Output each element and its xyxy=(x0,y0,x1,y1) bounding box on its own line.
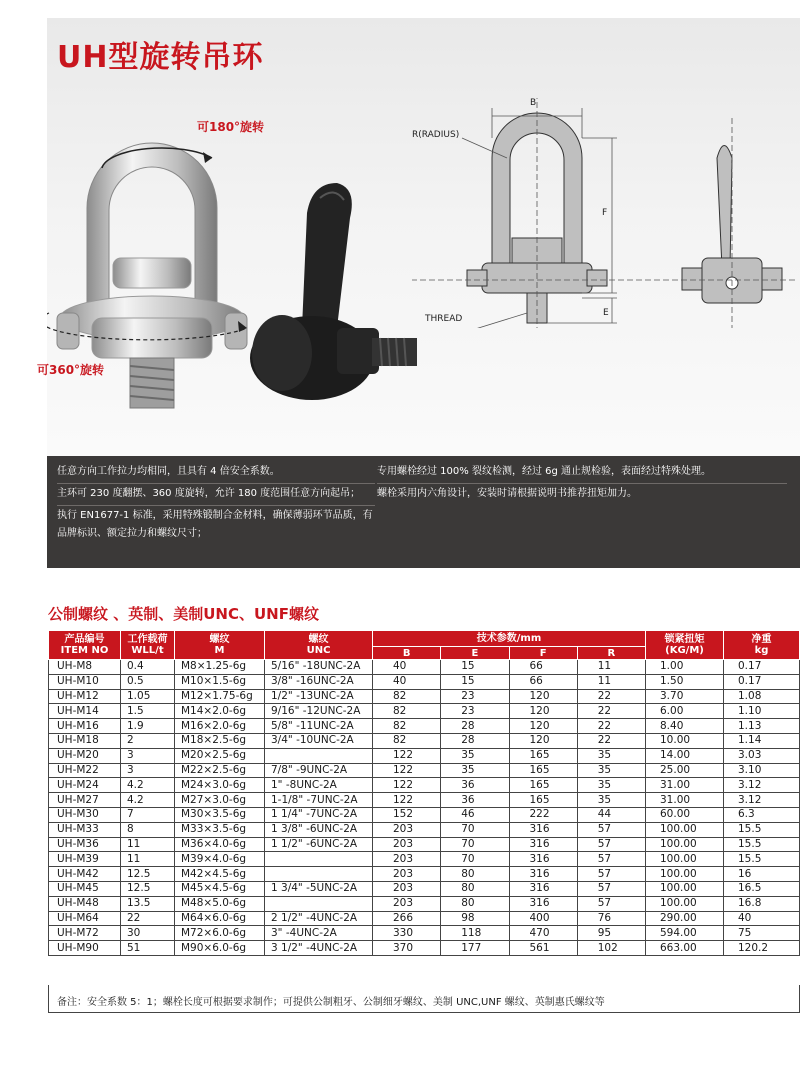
cell-dim-r: 35 xyxy=(577,778,645,793)
cell-thread-unc xyxy=(265,748,373,763)
cell-torque: 100.00 xyxy=(646,852,724,867)
cell-weight: 0.17 xyxy=(724,660,800,675)
table-row xyxy=(49,704,800,719)
cell-dim-f: 165 xyxy=(509,763,577,778)
cell-dim-f: 316 xyxy=(509,852,577,867)
cell-torque: 8.40 xyxy=(646,719,724,734)
cell-thread-unc xyxy=(265,896,373,911)
cell-item-no: UH-M8 xyxy=(49,660,121,675)
cell-torque: 100.00 xyxy=(646,896,724,911)
cell-dim-f: 316 xyxy=(509,822,577,837)
black-hoist-ring-image xyxy=(242,178,422,413)
cell-dim-f: 470 xyxy=(509,926,577,941)
cell-dim-b: 82 xyxy=(373,733,441,748)
cell-torque: 31.00 xyxy=(646,778,724,793)
cell-item-no: UH-M16 xyxy=(49,719,121,734)
feature-panel xyxy=(47,456,800,568)
header-wll-cn: 工作载荷 xyxy=(127,634,168,645)
cell-weight: 16 xyxy=(724,867,800,882)
cell-thread-unc: 1 1/2" -6UNC-2A xyxy=(265,837,373,852)
table-row xyxy=(49,926,800,941)
cell-dim-r: 57 xyxy=(577,881,645,896)
cell-item-no: UH-M14 xyxy=(49,704,121,719)
cell-dim-b: 122 xyxy=(373,778,441,793)
cell-wll: 3 xyxy=(121,748,175,763)
cell-dim-b: 203 xyxy=(373,837,441,852)
header-torque xyxy=(646,631,724,660)
cell-dim-r: 35 xyxy=(577,748,645,763)
cell-wll: 8 xyxy=(121,822,175,837)
cell-dim-b: 330 xyxy=(373,926,441,941)
dimension-f-label: F xyxy=(602,208,608,218)
cell-weight: 16.8 xyxy=(724,896,800,911)
cell-weight: 16.5 xyxy=(724,881,800,896)
cell-weight: 1.08 xyxy=(724,689,800,704)
cell-dim-b: 82 xyxy=(373,719,441,734)
cell-dim-f: 561 xyxy=(509,941,577,956)
cell-dim-b: 203 xyxy=(373,822,441,837)
header-unc xyxy=(265,631,373,660)
cell-dim-r: 102 xyxy=(577,941,645,956)
cell-weight: 75 xyxy=(724,926,800,941)
cell-dim-e: 23 xyxy=(441,704,509,719)
cell-thread-m: M14×2.0-6g xyxy=(175,704,265,719)
cell-thread-unc: 5/16" -18UNC-2A xyxy=(265,660,373,675)
cell-dim-b: 40 xyxy=(373,674,441,689)
cell-weight: 15.5 xyxy=(724,852,800,867)
header-item-cn: 产品编号 xyxy=(64,634,105,645)
spec-table-body xyxy=(49,660,800,956)
table-row xyxy=(49,748,800,763)
cell-torque: 290.00 xyxy=(646,911,724,926)
cell-wll: 12.5 xyxy=(121,881,175,896)
cell-dim-b: 152 xyxy=(373,807,441,822)
header-unc-en: UNC xyxy=(306,645,331,656)
spec-table xyxy=(48,630,800,956)
cell-thread-unc: 1 3/4" -5UNC-2A xyxy=(265,881,373,896)
table-row xyxy=(49,778,800,793)
feature-list-left xyxy=(57,462,375,545)
cell-dim-e: 177 xyxy=(441,941,509,956)
cell-dim-r: 11 xyxy=(577,660,645,675)
cell-wll: 13.5 xyxy=(121,896,175,911)
cell-dim-e: 36 xyxy=(441,793,509,808)
cell-torque: 100.00 xyxy=(646,881,724,896)
page-title: UH型旋转吊环 xyxy=(57,40,264,75)
cell-thread-unc: 1-1/8" -7UNC-2A xyxy=(265,793,373,808)
cell-torque: 6.00 xyxy=(646,704,724,719)
cell-dim-f: 120 xyxy=(509,689,577,704)
cell-item-no: UH-M18 xyxy=(49,733,121,748)
rotate-180-label: 可180°旋转 xyxy=(197,120,265,134)
header-tech: 技术参数/mm xyxy=(373,631,646,647)
cell-dim-b: 203 xyxy=(373,867,441,882)
header-weight-en: kg xyxy=(754,645,769,656)
cell-dim-e: 15 xyxy=(441,660,509,675)
feature-item: 任意方向工作拉力均相同，且具有 4 倍安全系数。 xyxy=(57,462,375,484)
cell-dim-f: 165 xyxy=(509,748,577,763)
cell-thread-m: M27×3.0-6g xyxy=(175,793,265,808)
header-r: R xyxy=(577,647,645,660)
feature-item: 螺栓采用内六角设计，安装时请根据说明书推荐扭矩加力。 xyxy=(377,488,637,499)
cell-dim-e: 23 xyxy=(441,689,509,704)
cell-dim-e: 15 xyxy=(441,674,509,689)
cell-dim-e: 80 xyxy=(441,867,509,882)
cell-dim-r: 44 xyxy=(577,807,645,822)
table-row xyxy=(49,837,800,852)
cell-item-no: UH-M20 xyxy=(49,748,121,763)
cell-weight: 40 xyxy=(724,911,800,926)
cell-thread-m: M16×2.0-6g xyxy=(175,719,265,734)
cell-dim-r: 35 xyxy=(577,763,645,778)
cell-thread-m: M18×2.5-6g xyxy=(175,733,265,748)
table-row xyxy=(49,660,800,675)
table-row xyxy=(49,852,800,867)
cell-thread-m: M48×5.0-6g xyxy=(175,896,265,911)
header-wll xyxy=(121,631,175,660)
feature-item: 专用螺栓经过 100% 裂纹检测，经过 6g 通止规检验，表面经过特殊处理。 xyxy=(377,462,787,484)
cell-dim-e: 28 xyxy=(441,719,509,734)
cell-thread-unc: 3/4" -10UNC-2A xyxy=(265,733,373,748)
header-m xyxy=(175,631,265,660)
cell-dim-r: 22 xyxy=(577,719,645,734)
cell-dim-b: 203 xyxy=(373,852,441,867)
cell-dim-f: 120 xyxy=(509,719,577,734)
cell-wll: 3 xyxy=(121,763,175,778)
cell-dim-f: 316 xyxy=(509,881,577,896)
table-note: 备注：安全系数 5：1；螺栓长度可根据要求制作；可提供公制粗牙、公制细牙螺纹、美制 UNC,UNF 螺纹、英制惠氏螺纹等 xyxy=(48,985,800,1013)
header-item xyxy=(49,631,121,660)
cell-wll: 22 xyxy=(121,911,175,926)
cell-torque: 100.00 xyxy=(646,822,724,837)
cell-wll: 30 xyxy=(121,926,175,941)
dimension-e-label: E xyxy=(603,308,609,318)
cell-thread-m: M30×3.5-6g xyxy=(175,807,265,822)
cell-dim-e: 118 xyxy=(441,926,509,941)
table-row xyxy=(49,733,800,748)
cell-dim-r: 57 xyxy=(577,822,645,837)
table-row xyxy=(49,719,800,734)
cell-thread-unc: 3/8" -16UNC-2A xyxy=(265,674,373,689)
table-row xyxy=(49,941,800,956)
cell-thread-unc: 1 1/4" -7UNC-2A xyxy=(265,807,373,822)
table-row xyxy=(49,896,800,911)
header-m-cn: 螺纹 xyxy=(209,634,230,645)
cell-dim-r: 35 xyxy=(577,793,645,808)
hero-banner xyxy=(37,18,800,456)
cell-dim-r: 95 xyxy=(577,926,645,941)
cell-torque: 663.00 xyxy=(646,941,724,956)
cell-dim-b: 203 xyxy=(373,896,441,911)
cell-dim-b: 40 xyxy=(373,660,441,675)
cell-dim-e: 46 xyxy=(441,807,509,822)
cell-wll: 1.5 xyxy=(121,704,175,719)
cell-wll: 11 xyxy=(121,837,175,852)
cell-thread-unc xyxy=(265,852,373,867)
cell-wll: 4.2 xyxy=(121,778,175,793)
cell-dim-e: 80 xyxy=(441,881,509,896)
dimension-b-label: B xyxy=(530,98,537,108)
table-row xyxy=(49,881,800,896)
cell-torque: 10.00 xyxy=(646,733,724,748)
cell-dim-f: 120 xyxy=(509,733,577,748)
cell-dim-b: 203 xyxy=(373,881,441,896)
cell-item-no: UH-M24 xyxy=(49,778,121,793)
feature-item: 执行 EN1677-1 标准，采用特殊锻制合金材料，确保薄弱环节品质，有品牌标识、额定拉力和螺纹尺寸； xyxy=(57,510,373,539)
cell-dim-e: 35 xyxy=(441,763,509,778)
cell-dim-f: 400 xyxy=(509,911,577,926)
cell-thread-unc: 9/16" -12UNC-2A xyxy=(265,704,373,719)
cell-thread-unc: 3 1/2" -4UNC-2A xyxy=(265,941,373,956)
cell-dim-f: 120 xyxy=(509,704,577,719)
header-b: B xyxy=(373,647,441,660)
cell-thread-m: M22×2.5-6g xyxy=(175,763,265,778)
cell-thread-unc: 7/8" -9UNC-2A xyxy=(265,763,373,778)
cell-wll: 2 xyxy=(121,733,175,748)
cell-thread-m: M42×4.5-6g xyxy=(175,867,265,882)
section-title: 公制螺纹 、英制、美制UNC、UNF螺纹 xyxy=(48,605,319,623)
header-item-en: ITEM NO xyxy=(60,645,109,656)
cell-wll: 51 xyxy=(121,941,175,956)
cell-dim-f: 165 xyxy=(509,778,577,793)
cell-torque: 594.00 xyxy=(646,926,724,941)
cell-weight: 120.2 xyxy=(724,941,800,956)
cell-weight: 15.5 xyxy=(724,822,800,837)
cell-dim-r: 76 xyxy=(577,911,645,926)
cell-wll: 11 xyxy=(121,852,175,867)
cell-dim-b: 122 xyxy=(373,793,441,808)
cell-torque: 1.50 xyxy=(646,674,724,689)
top-bar xyxy=(0,0,800,18)
feature-list-right xyxy=(377,462,787,505)
feature-item: 主环可 230 度翻摆、360 度旋转，允许 180 度范围任意方向起吊； xyxy=(57,484,375,506)
cell-wll: 0.4 xyxy=(121,660,175,675)
cell-torque: 100.00 xyxy=(646,867,724,882)
cell-weight: 3.12 xyxy=(724,793,800,808)
cell-dim-r: 57 xyxy=(577,837,645,852)
table-row xyxy=(49,763,800,778)
cell-item-no: UH-M72 xyxy=(49,926,121,941)
cell-torque: 14.00 xyxy=(646,748,724,763)
cell-dim-f: 316 xyxy=(509,896,577,911)
cell-wll: 7 xyxy=(121,807,175,822)
cell-dim-r: 57 xyxy=(577,867,645,882)
cell-thread-unc: 1" -8UNC-2A xyxy=(265,778,373,793)
table-row xyxy=(49,867,800,882)
cell-weight: 3.10 xyxy=(724,763,800,778)
cell-dim-e: 28 xyxy=(441,733,509,748)
cell-item-no: UH-M39 xyxy=(49,852,121,867)
cell-torque: 3.70 xyxy=(646,689,724,704)
cell-torque: 25.00 xyxy=(646,763,724,778)
cell-torque: 60.00 xyxy=(646,807,724,822)
cell-thread-m: M39×4.0-6g xyxy=(175,852,265,867)
cell-dim-r: 22 xyxy=(577,733,645,748)
cell-item-no: UH-M30 xyxy=(49,807,121,822)
cell-thread-unc xyxy=(265,867,373,882)
cell-dim-e: 80 xyxy=(441,896,509,911)
cell-weight: 0.17 xyxy=(724,674,800,689)
radius-label: R(RADIUS) xyxy=(412,130,460,140)
cell-dim-b: 266 xyxy=(373,911,441,926)
cell-dim-r: 22 xyxy=(577,704,645,719)
cell-thread-unc: 1/2" -13UNC-2A xyxy=(265,689,373,704)
header-unc-cn: 螺纹 xyxy=(308,634,329,645)
rotate-360-label: 可360°旋转 xyxy=(37,363,105,377)
table-row xyxy=(49,793,800,808)
cell-thread-m: M33×3.5-6g xyxy=(175,822,265,837)
cell-torque: 100.00 xyxy=(646,837,724,852)
cell-thread-m: M36×4.0-6g xyxy=(175,837,265,852)
table-row xyxy=(49,689,800,704)
header-weight-cn: 净重 xyxy=(751,634,772,645)
cell-dim-e: 35 xyxy=(441,748,509,763)
cell-item-no: UH-M10 xyxy=(49,674,121,689)
cell-dim-e: 98 xyxy=(441,911,509,926)
cell-dim-b: 82 xyxy=(373,704,441,719)
cell-item-no: UH-M22 xyxy=(49,763,121,778)
cell-dim-f: 222 xyxy=(509,807,577,822)
cell-dim-f: 66 xyxy=(509,660,577,675)
cell-weight: 3.12 xyxy=(724,778,800,793)
table-row xyxy=(49,822,800,837)
header-weight xyxy=(724,631,800,660)
cell-thread-m: M45×4.5-6g xyxy=(175,881,265,896)
cell-item-no: UH-M42 xyxy=(49,867,121,882)
header-torque-cn: 锁紧扭矩 xyxy=(664,634,705,645)
cell-torque: 1.00 xyxy=(646,660,724,675)
cell-dim-r: 57 xyxy=(577,852,645,867)
cell-weight: 15.5 xyxy=(724,837,800,852)
cell-dim-e: 70 xyxy=(441,822,509,837)
cell-item-no: UH-M64 xyxy=(49,911,121,926)
cell-thread-m: M72×6.0-6g xyxy=(175,926,265,941)
cell-item-no: UH-M33 xyxy=(49,822,121,837)
cell-dim-b: 122 xyxy=(373,748,441,763)
cell-torque: 31.00 xyxy=(646,793,724,808)
cell-dim-e: 36 xyxy=(441,778,509,793)
cell-weight: 6.3 xyxy=(724,807,800,822)
cell-wll: 1.9 xyxy=(121,719,175,734)
cell-thread-unc: 2 1/2" -4UNC-2A xyxy=(265,911,373,926)
cell-item-no: UH-M27 xyxy=(49,793,121,808)
cell-item-no: UH-M90 xyxy=(49,941,121,956)
cell-thread-unc: 3" -4UNC-2A xyxy=(265,926,373,941)
cell-thread-m: M10×1.5-6g xyxy=(175,674,265,689)
cell-item-no: UH-M12 xyxy=(49,689,121,704)
cell-dim-f: 316 xyxy=(509,837,577,852)
cell-wll: 1.05 xyxy=(121,689,175,704)
cell-thread-m: M90×6.0-6g xyxy=(175,941,265,956)
cell-dim-e: 70 xyxy=(441,837,509,852)
cell-thread-unc: 1 3/8" -6UNC-2A xyxy=(265,822,373,837)
cell-thread-m: M8×1.25-6g xyxy=(175,660,265,675)
cell-thread-m: M12×1.75-6g xyxy=(175,689,265,704)
cell-dim-r: 11 xyxy=(577,674,645,689)
cell-dim-e: 70 xyxy=(441,852,509,867)
cell-dim-f: 316 xyxy=(509,867,577,882)
thread-label: THREAD xyxy=(425,314,463,324)
cell-dim-f: 66 xyxy=(509,674,577,689)
table-row xyxy=(49,807,800,822)
cell-weight: 1.14 xyxy=(724,733,800,748)
header-e: E xyxy=(441,647,509,660)
cell-wll: 12.5 xyxy=(121,867,175,882)
cell-thread-unc: 5/8" -11UNC-2A xyxy=(265,719,373,734)
cell-item-no: UH-M48 xyxy=(49,896,121,911)
cell-dim-f: 165 xyxy=(509,793,577,808)
cell-thread-m: M20×2.5-6g xyxy=(175,748,265,763)
cell-weight: 1.10 xyxy=(724,704,800,719)
header-m-en: M xyxy=(214,645,225,656)
header-wll-en: WLL/t xyxy=(131,645,164,656)
header-f: F xyxy=(509,647,577,660)
header-torque-en: (KG/M) xyxy=(665,645,704,656)
cell-wll: 4.2 xyxy=(121,793,175,808)
cell-dim-b: 122 xyxy=(373,763,441,778)
table-row xyxy=(49,674,800,689)
cell-item-no: UH-M36 xyxy=(49,837,121,852)
cell-wll: 0.5 xyxy=(121,674,175,689)
cell-weight: 3.03 xyxy=(724,748,800,763)
cell-thread-m: M24×3.0-6g xyxy=(175,778,265,793)
cell-item-no: UH-M45 xyxy=(49,881,121,896)
cell-dim-r: 22 xyxy=(577,689,645,704)
cell-dim-r: 57 xyxy=(577,896,645,911)
cell-weight: 1.13 xyxy=(724,719,800,734)
cell-thread-m: M64×6.0-6g xyxy=(175,911,265,926)
table-row xyxy=(49,911,800,926)
cell-dim-b: 370 xyxy=(373,941,441,956)
cell-dim-b: 82 xyxy=(373,689,441,704)
